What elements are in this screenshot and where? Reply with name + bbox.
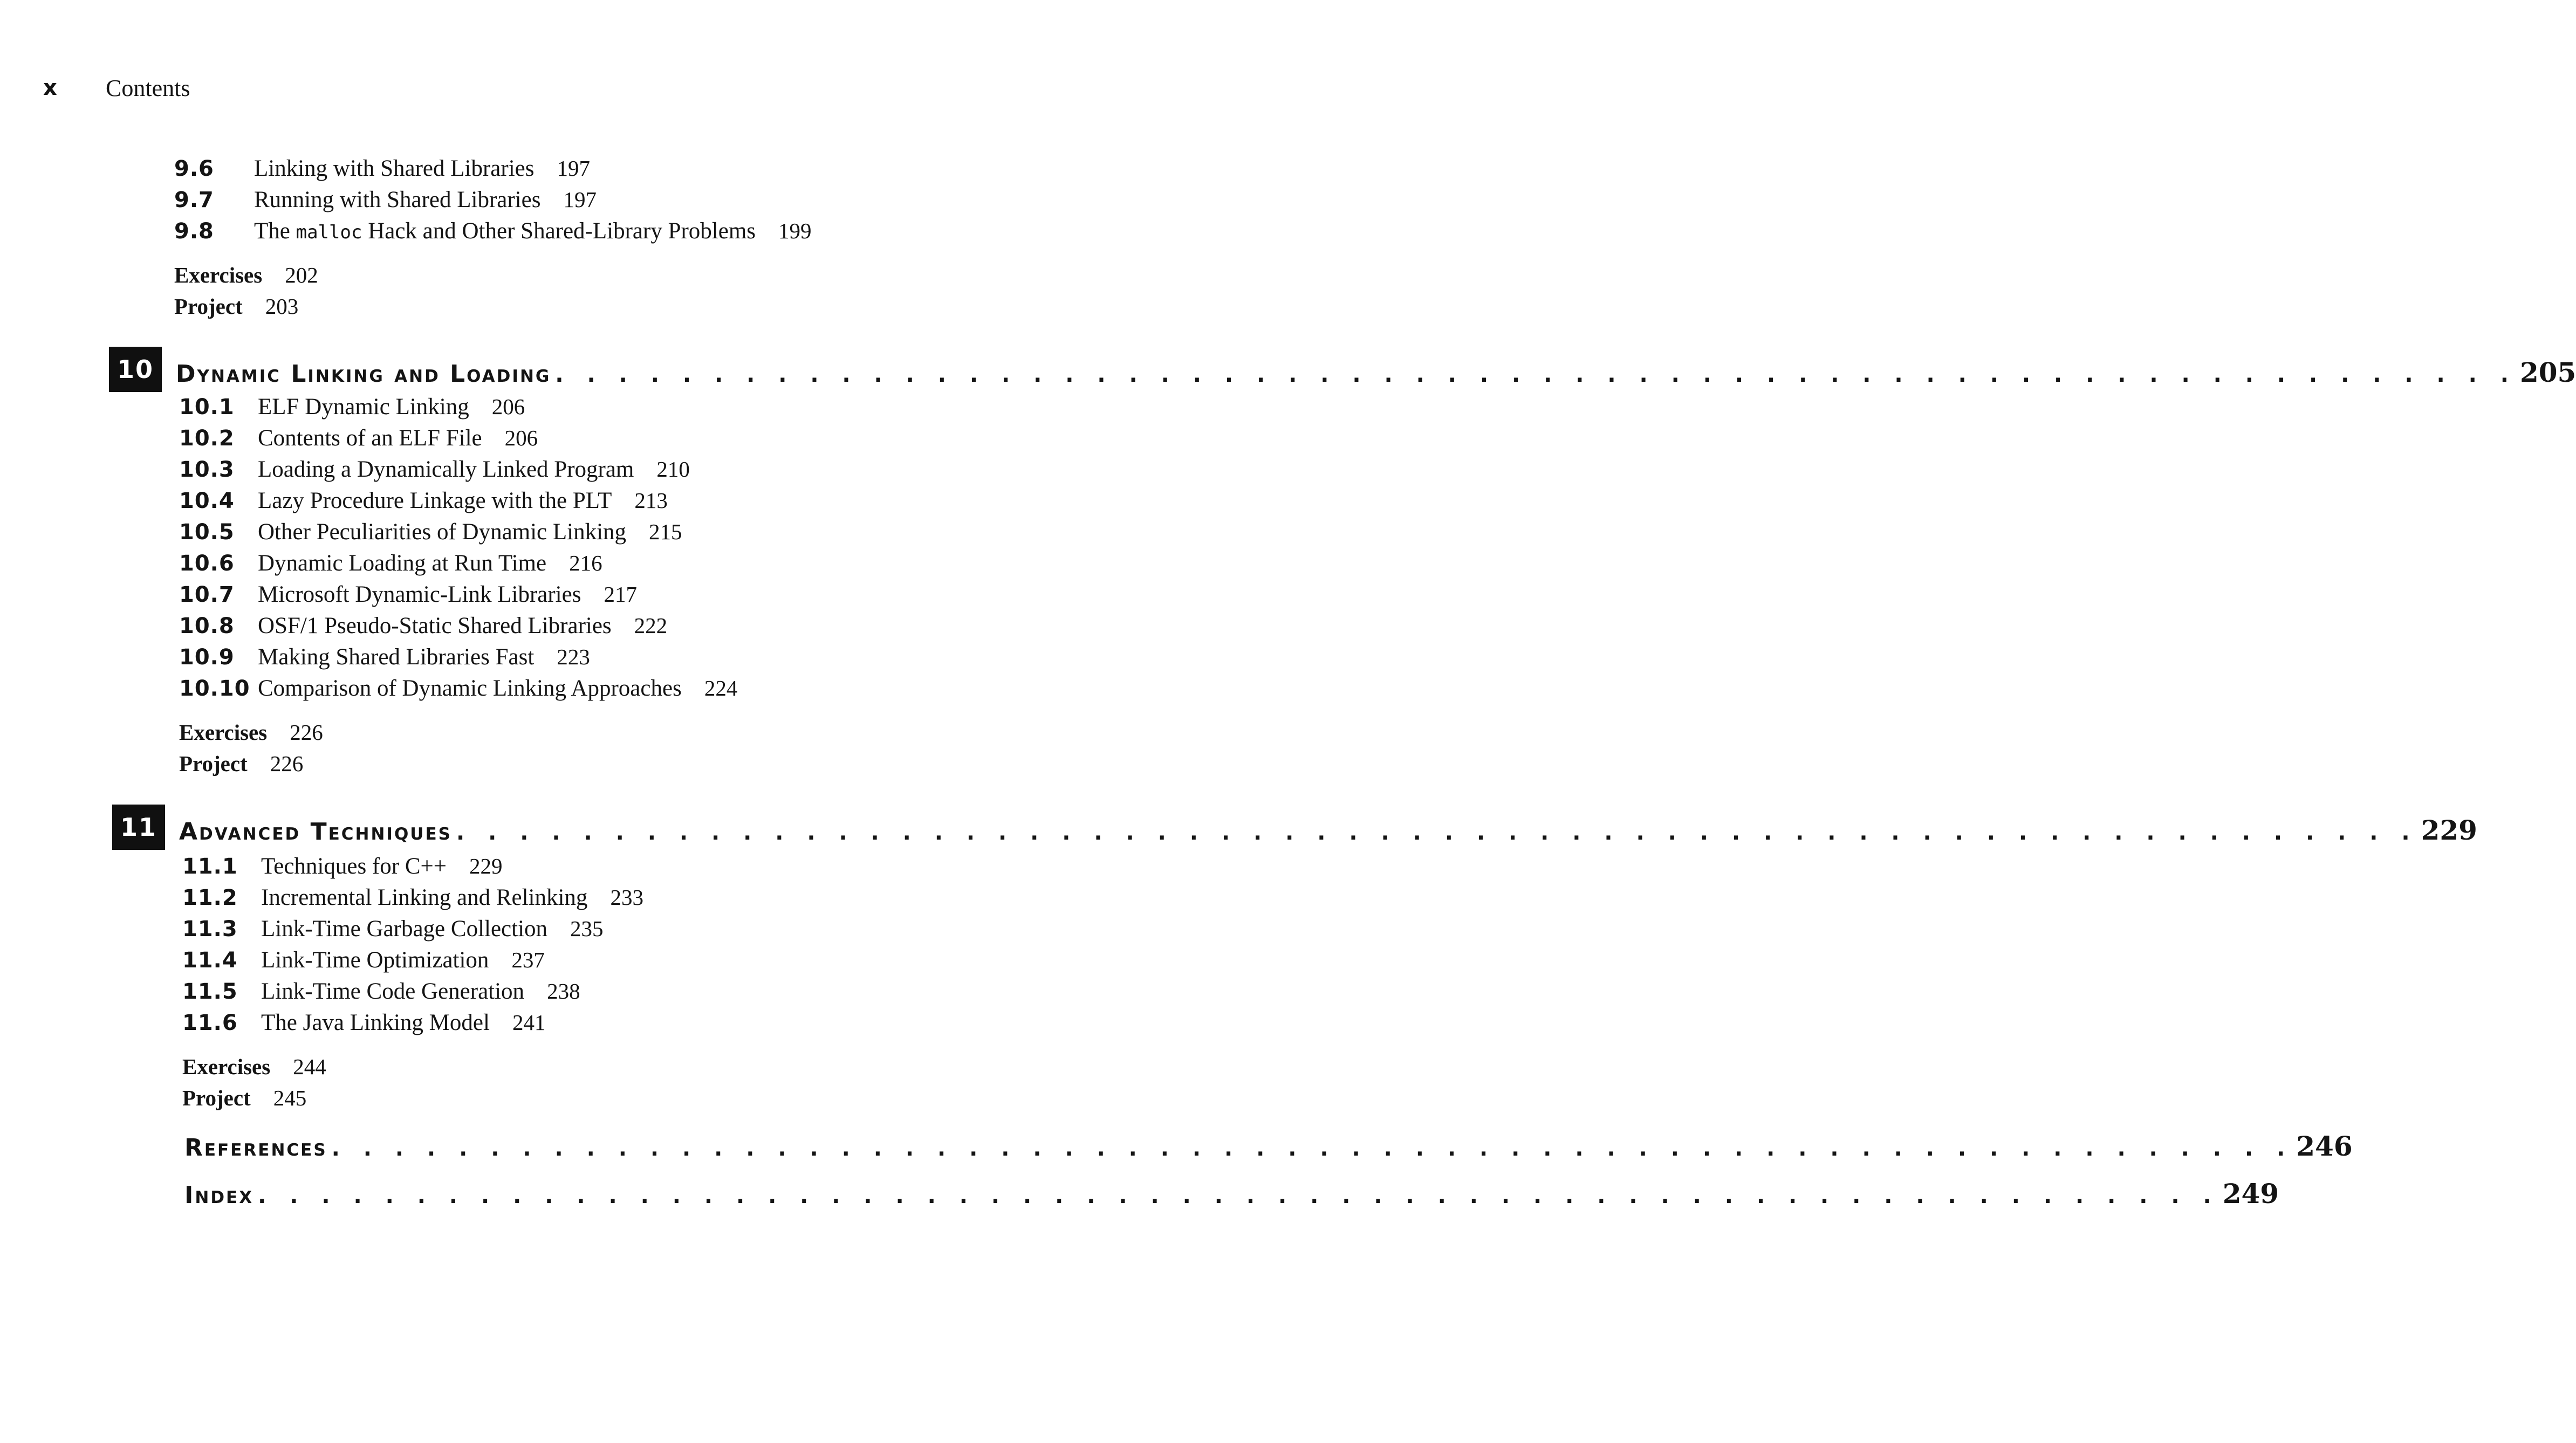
toc-exercises-11[interactable] (182, 1054, 326, 1080)
toc-entry-11-5[interactable] (182, 978, 580, 1005)
section-number: 11.2 (182, 885, 238, 910)
section-number: 11.1 (182, 854, 238, 879)
leader-dots: . . . . . . . . . . . . . . . . . . . . . . . . . . . . . . . . . . . . . . . . . . . . . . . . . . . . . . . . . . . . . . (555, 362, 2517, 387)
exercises-page: 202 (285, 263, 318, 287)
section-number: 10.3 (179, 457, 235, 482)
toc-entry-11-2[interactable] (182, 884, 643, 911)
references-title: References (184, 1134, 327, 1162)
section-page: 237 (511, 947, 545, 972)
project-label: Project (174, 294, 243, 319)
page-number: x (43, 75, 57, 100)
section-number: 11.3 (182, 917, 238, 942)
exercises-label: Exercises (182, 1054, 271, 1079)
chapter-heading-11[interactable] (112, 805, 2477, 851)
section-title (254, 218, 756, 244)
section-title: Link-Time Optimization (261, 947, 489, 973)
toc-entry-9-6[interactable] (174, 155, 590, 182)
section-page: 235 (570, 916, 604, 941)
section-number: 10.2 (179, 426, 235, 451)
section-title: Link-Time Garbage Collection (261, 916, 548, 942)
section-title: Techniques for C++ (261, 854, 447, 879)
toc-entry-10-9[interactable] (179, 644, 590, 670)
section-title-before: The (254, 218, 296, 244)
toc-entry-10-3[interactable] (179, 456, 690, 483)
toc-entry-9-8[interactable] (174, 218, 812, 244)
section-number: 9.8 (174, 219, 214, 244)
section-number: 10.1 (179, 395, 235, 420)
leader-dots: . . . . . . . . . . . . . . . . . . . . . . . . . . . . . . . . . . . . . . . . . . . . . . . . . . . . . . . . . . . . . . (456, 820, 2418, 845)
project-page: 245 (273, 1085, 307, 1110)
leader-dots: . . . . . . . . . . . . . . . . . . . . . . . . . . . . . . . . . . . . . . . . . . . . . . . . . . . . . . . . . . . . . . (258, 1184, 2219, 1208)
toc-entry-10-2[interactable] (179, 425, 538, 451)
section-number: 10.4 (179, 489, 235, 513)
chapter-heading-10[interactable] (109, 347, 2576, 393)
toc-entry-10-6[interactable] (179, 550, 602, 576)
project-page: 203 (265, 294, 299, 319)
project-page: 226 (270, 751, 304, 776)
section-number: 10.5 (179, 520, 235, 545)
section-page: 229 (469, 854, 503, 878)
section-page: 224 (704, 676, 738, 700)
chapter-number-box: 10 (109, 347, 162, 392)
section-number: 10.10 (179, 676, 250, 701)
section-number: 11.4 (182, 948, 238, 973)
section-number: 10.8 (179, 614, 235, 638)
toc-exercises-9[interactable] (174, 262, 318, 288)
section-number: 9.6 (174, 156, 214, 181)
project-label: Project (179, 751, 248, 776)
toc-entry-11-3[interactable] (182, 916, 604, 942)
chapter-page: 229 (2421, 814, 2477, 846)
toc-exercises-10[interactable] (179, 719, 323, 745)
toc-project-11[interactable] (182, 1085, 306, 1111)
toc-entry-10-7[interactable] (179, 581, 637, 608)
section-title: Dynamic Loading at Run Time (258, 551, 547, 576)
section-title: Making Shared Libraries Fast (258, 644, 535, 670)
toc-entry-10-5[interactable] (179, 519, 682, 545)
toc-entry-10-4[interactable] (179, 487, 668, 514)
toc-project-10[interactable] (179, 751, 303, 777)
exercises-page: 226 (290, 720, 323, 745)
index-page: 249 (2222, 1178, 2279, 1210)
toc-entry-10-1[interactable] (179, 394, 525, 420)
section-page: 223 (557, 644, 590, 669)
section-title: Contents of an ELF File (258, 425, 482, 451)
chapter-title-line (179, 814, 2477, 846)
chapter-title-line (176, 356, 2576, 388)
toc-entry-10-10[interactable] (179, 675, 737, 702)
section-number: 10.6 (179, 551, 235, 576)
section-title: Running with Shared Libraries (254, 187, 541, 212)
section-title: Other Peculiarities of Dynamic Linking (258, 519, 627, 545)
chapter-number-box: 11 (112, 805, 165, 850)
section-title-code: malloc (296, 222, 362, 243)
section-number: 11.6 (182, 1011, 238, 1035)
section-title: ELF Dynamic Linking (258, 394, 469, 420)
section-page: 213 (634, 488, 668, 513)
toc-entry-9-7[interactable] (174, 187, 597, 213)
section-page: 222 (634, 613, 668, 638)
toc-references[interactable] (184, 1130, 2353, 1162)
index-title: Index (184, 1181, 254, 1209)
exercises-page: 244 (293, 1054, 326, 1079)
toc-index[interactable] (184, 1178, 2279, 1210)
chapter-title: Dynamic Linking and Loading (176, 360, 551, 388)
section-title-after: Hack and Other Shared-Library Problems (362, 218, 756, 244)
section-number: 10.7 (179, 582, 235, 607)
section-title: The Java Linking Model (261, 1010, 490, 1035)
section-number: 9.7 (174, 188, 214, 212)
section-number: 10.9 (179, 645, 235, 670)
section-title: Loading a Dynamically Linked Program (258, 457, 634, 482)
toc-entry-11-1[interactable] (182, 853, 503, 879)
section-page: 197 (563, 187, 597, 212)
section-page: 210 (656, 457, 690, 482)
toc-entry-11-6[interactable] (182, 1009, 545, 1036)
section-title: OSF/1 Pseudo-Static Shared Libraries (258, 613, 612, 638)
section-number: 11.5 (182, 979, 238, 1004)
section-title: Comparison of Dynamic Linking Approaches (258, 676, 682, 701)
section-title: Microsoft Dynamic-Link Libraries (258, 582, 581, 607)
section-page: 197 (557, 156, 590, 181)
section-page: 233 (610, 885, 643, 910)
section-page: 206 (504, 425, 538, 450)
section-title: Lazy Procedure Linkage with the PLT (258, 488, 612, 513)
chapter-page: 205 (2519, 356, 2576, 388)
exercises-label: Exercises (174, 263, 263, 287)
section-page: 215 (649, 519, 682, 544)
chapter-title: Advanced Techniques (179, 818, 452, 846)
toc-entry-10-8[interactable] (179, 613, 667, 639)
section-title: Incremental Linking and Relinking (261, 885, 588, 910)
section-title: Link-Time Code Generation (261, 979, 525, 1004)
section-page: 206 (491, 394, 525, 419)
section-page: 241 (512, 1010, 546, 1035)
page-title: Contents (106, 75, 190, 101)
section-page: 199 (778, 218, 812, 243)
section-title: Linking with Shared Libraries (254, 156, 535, 181)
section-page: 217 (604, 582, 637, 607)
references-page: 246 (2296, 1130, 2353, 1162)
toc-entry-11-4[interactable] (182, 947, 545, 973)
project-label: Project (182, 1085, 251, 1110)
section-page: 216 (569, 551, 602, 575)
leader-dots: . . . . . . . . . . . . . . . . . . . . . . . . . . . . . . . . . . . . . . . . . . . . . . . . . . . . . . . . . . . . . . (331, 1136, 2293, 1161)
toc-project-9[interactable] (174, 293, 298, 319)
exercises-label: Exercises (179, 720, 268, 745)
section-page: 238 (547, 979, 580, 1004)
